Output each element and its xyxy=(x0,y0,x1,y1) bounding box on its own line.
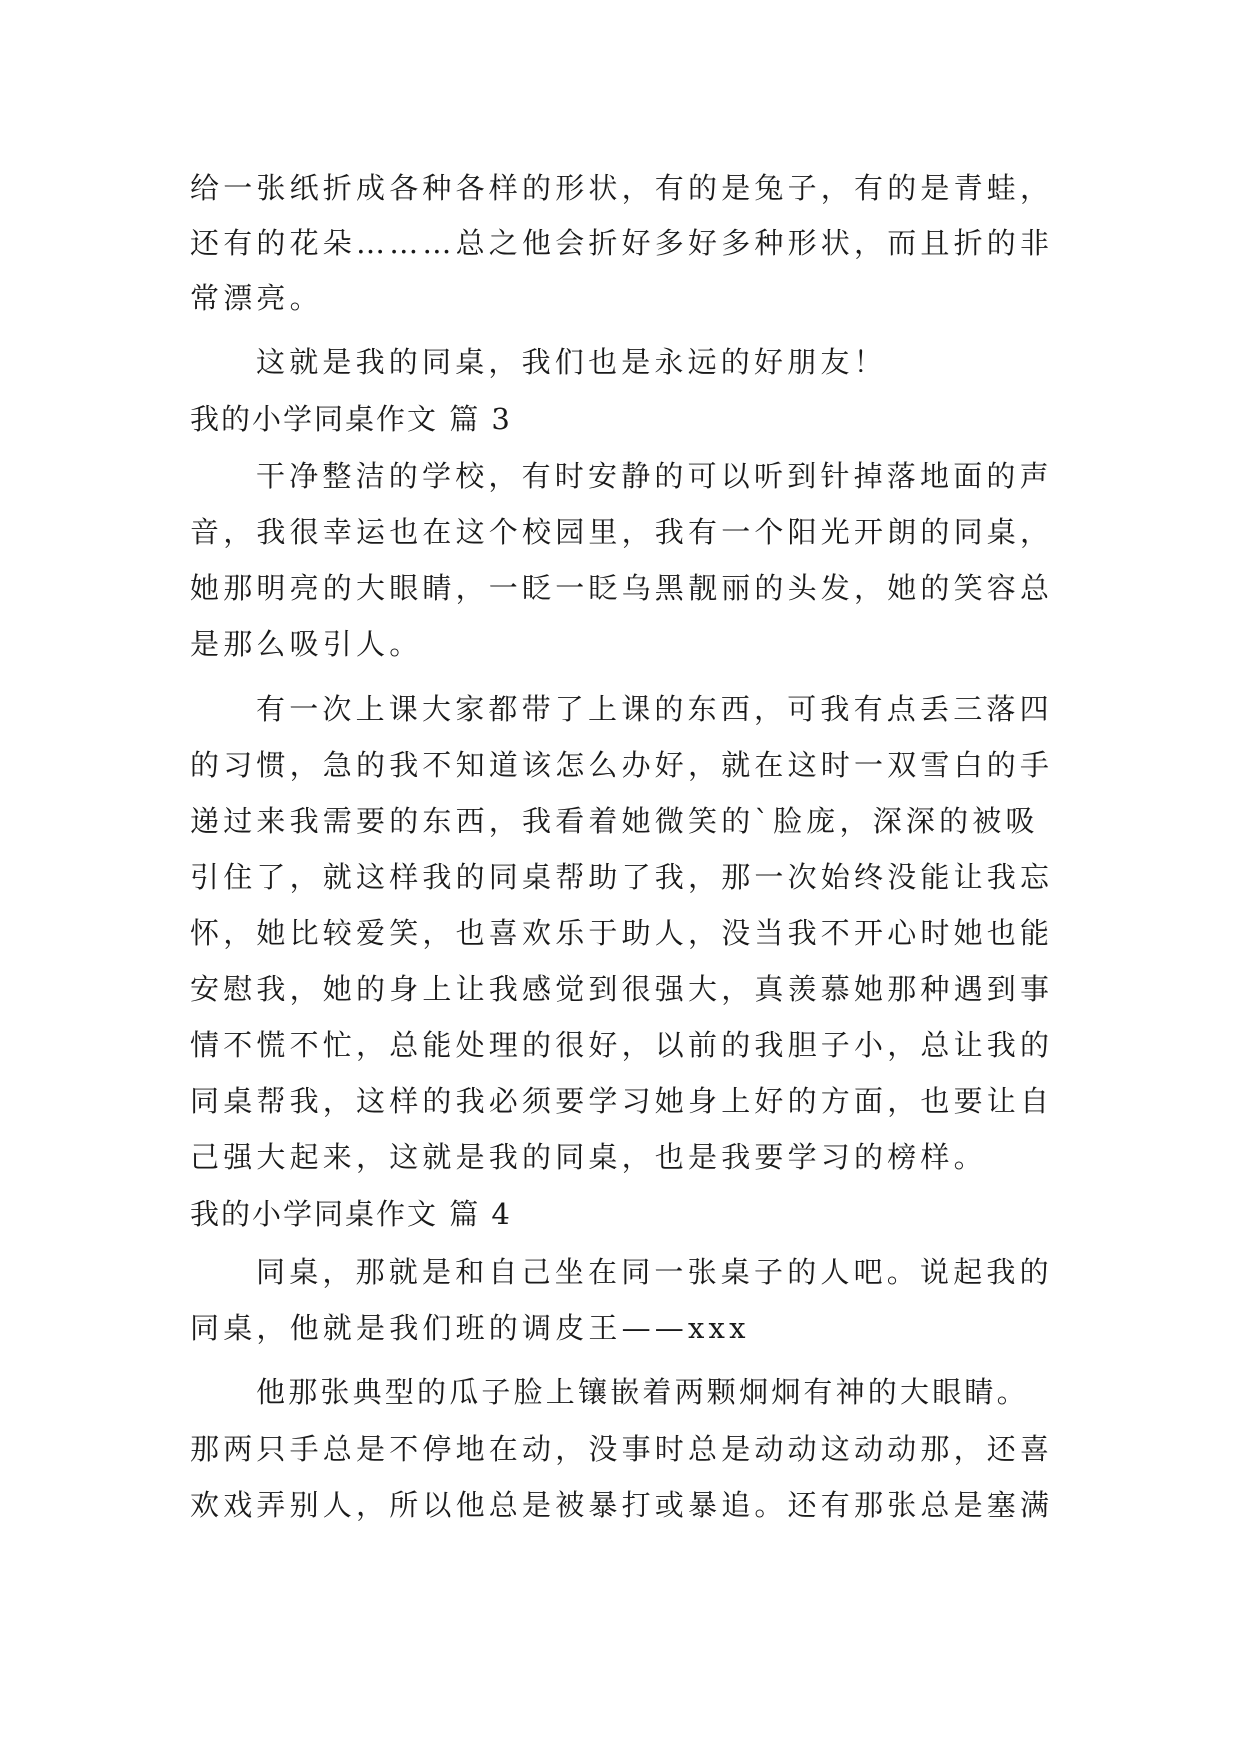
section-heading: 我的小学同桌作文 篇 4 xyxy=(190,1197,512,1231)
paragraph-line: 还有的花朵………总之他会折好多好多种形状，而且折的非 xyxy=(190,226,1054,260)
paragraph-line: 那两只手总是不停地在动，没事时总是动动这动动那，还喜 xyxy=(190,1432,1054,1466)
paragraph-line: 常漂亮。 xyxy=(190,281,323,315)
paragraph-line: 欢戏弄别人，所以他总是被暴打或暴追。还有那张总是塞满 xyxy=(190,1488,1054,1522)
paragraph-line: 这就是我的同桌，我们也是永远的好朋友！ xyxy=(256,345,887,379)
paragraph-line: 同桌，他就是我们班的调皮王——xxx xyxy=(190,1311,750,1345)
section-heading: 我的小学同桌作文 篇 3 xyxy=(190,402,512,436)
paragraph-line: 己强大起来，这就是我的同桌，也是我要学习的榜样。 xyxy=(190,1140,987,1174)
paragraph-line: 情不慌不忙，总能处理的很好，以前的我胆子小，总让我的 xyxy=(190,1028,1054,1062)
paragraph-line: 干净整洁的学校，有时安静的可以听到针掉落地面的声 xyxy=(256,459,1053,493)
paragraph-line: 怀，她比较爱笑，也喜欢乐于助人，没当我不开心时她也能 xyxy=(190,916,1054,950)
paragraph-line: 音，我很幸运也在这个校园里，我有一个阳光开朗的同桌， xyxy=(190,515,1054,549)
paragraph-line: 递过来我需要的东西，我看着她微笑的`脸庞，深深的被吸 xyxy=(190,804,1039,838)
paragraph-line: 有一次上课大家都带了上课的东西，可我有点丢三落四 xyxy=(256,692,1053,726)
paragraph-line: 安慰我，她的身上让我感觉到很强大，真羡慕她那种遇到事 xyxy=(190,972,1054,1006)
paragraph-line: 她那明亮的大眼睛，一眨一眨乌黑靓丽的头发，她的笑容总 xyxy=(190,571,1054,605)
paragraph-line: 的习惯，急的我不知道该怎么办好，就在这时一双雪白的手 xyxy=(190,748,1054,782)
paragraph-line: 同桌，那就是和自己坐在同一张桌子的人吧。说起我的 xyxy=(256,1255,1053,1289)
paragraph-line: 是那么吸引人。 xyxy=(190,627,423,661)
paragraph-line: 给一张纸折成各种各样的形状，有的是兔子，有的是青蛙， xyxy=(190,171,1054,205)
paragraph-line: 同桌帮我，这样的我必须要学习她身上好的方面，也要让自 xyxy=(190,1084,1054,1118)
paragraph-line: 他那张典型的瓜子脸上镶嵌着两颗炯炯有神的大眼睛。 xyxy=(256,1375,1029,1409)
paragraph-line: 引住了，就这样我的同桌帮助了我，那一次始终没能让我忘 xyxy=(190,860,1054,894)
